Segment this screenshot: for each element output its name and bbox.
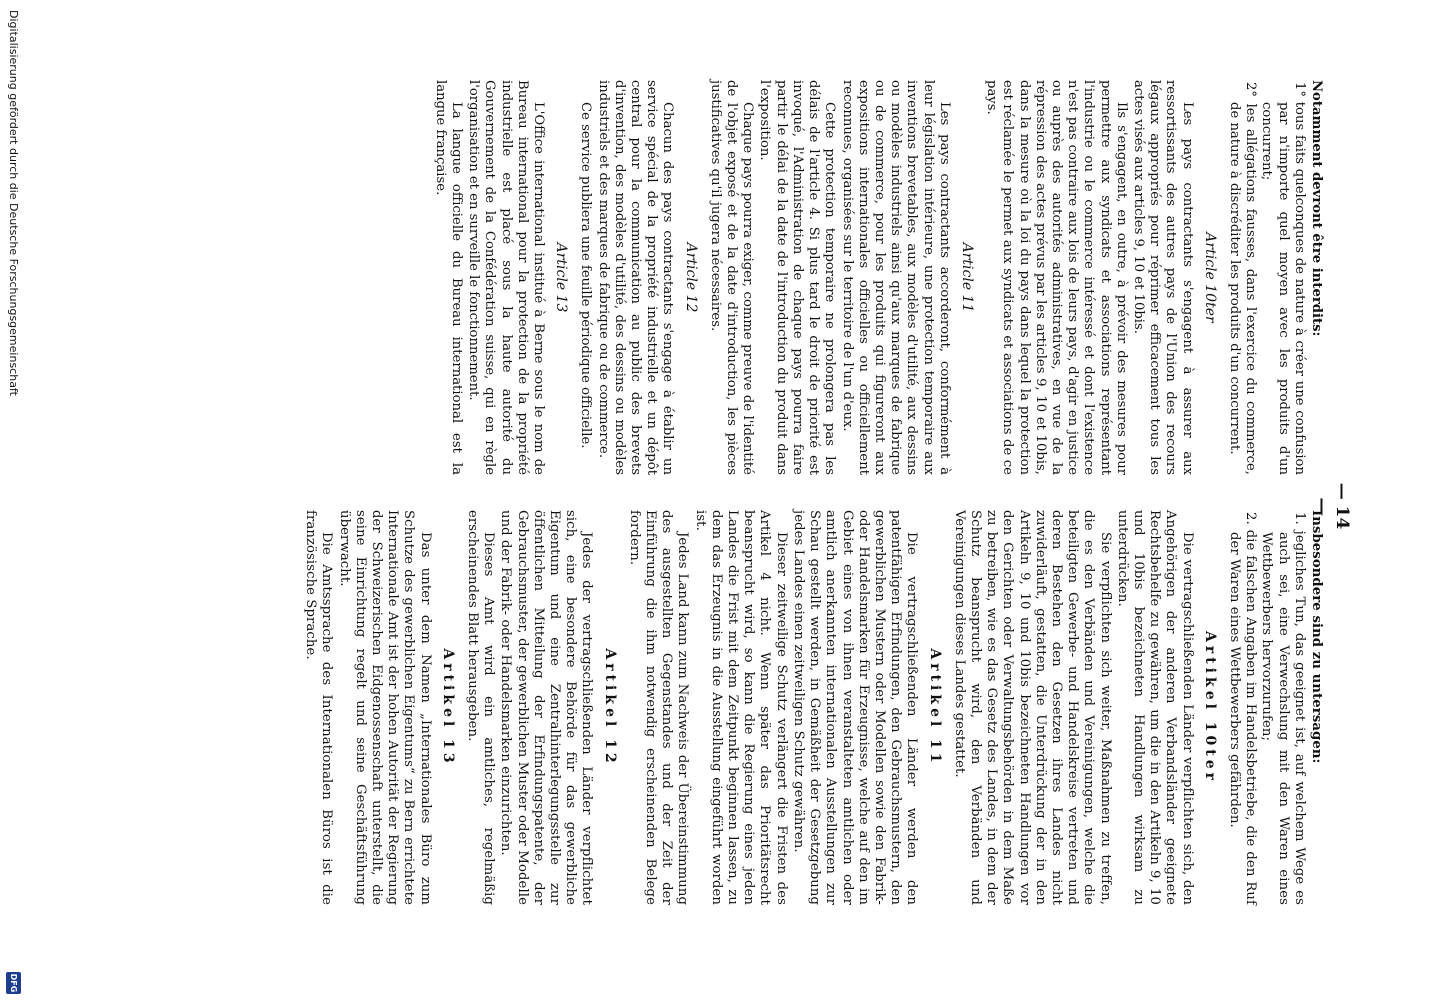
fr-article-10ter-p2: Ils s'engagent, en outre, à prévoir des mesures pour permettre aux syndicats et associations représentant l'industrie ou le commerce intéressé et dont l'existence n'est pas contraire aux lois de leurs pays, d'agir en justice ou auprès des autorités administratives, en vue de la répression des actes prévus par les articles 9, 10 et 10bis, dans la mesure où la loi du pays dans lequel la protection est réclamée le permet aux syndicats et associations de ce pays. [984, 80, 1129, 475]
fr-article-11-title: Article 11 [958, 242, 975, 313]
de-article-11-p3: Jedes Land kann zum Nachweis der Übereinstimmung des ausgestellten Gegenstandes und der Zeit der Einführung die ihm notwendig erscheinenden Belege fordern. [626, 510, 691, 905]
fr-article-13-title: Article 13 [553, 242, 570, 313]
de-article-10ter-title: Artikel 10ter [1201, 630, 1218, 785]
fr-article-12-p2: Ce service publiera une feuille périodique officielle. [578, 102, 594, 449]
fr-intro: Notamment devront être interdits: [1309, 80, 1324, 337]
fr-article-13-p2: La langue officielle du Bureau international est la langue française. [432, 80, 465, 475]
page-number: — 14 — [1312, 482, 1352, 530]
de-article-12-title: Artikel 12 [601, 648, 618, 767]
de-article-11-title: Artikel 11 [926, 648, 943, 767]
de-article-12-p1: Jedes der vertragschließenden Länder verpflichtet sich, eine besondere Behörde für das gewerbliche Eigentum und eine Zentralhinterlegungsstelle zur öffentlichen Mitteilung der Erfindungspatente, der Gebrauchsmuster, der gewerblichen Muster oder Modelle und der Fabrik- oder Handelsmarken einzurichten. [498, 510, 595, 905]
fr-article-13-p1: L'Office international institué à Berne sous le nom de Bureau international pour la protection de la propriété industrielle est placé sous la haute autorité du Gouvernement de la Confédération suisse, qui en règle l'organisation et en surveille le fonctionnement. [466, 80, 547, 475]
fr-article-11-p3: Chaque pays pourra exiger, comme preuve de l'identité de l'objet exposé et de la date d'introduction, les pièces justificatives qu'il jugera nécessaires. [707, 80, 756, 475]
de-intro: Insbesondere sind zu untersagen: [1309, 510, 1324, 764]
digitization-footer [2, 0, 24, 1000]
fr-article-10ter-title: Article 10ter [1201, 232, 1218, 323]
de-item-2: 2. die falschen Angaben im Handelsbetriebe, die den Ruf der Waren eines Wettbewerbers gefährden. [1226, 512, 1259, 905]
fr-item-1: 1° tous faits quelconques de nature à créer une confusion par n'importe quel moyen avec les produits d'un concurrent; [1259, 82, 1307, 475]
de-article-11-p1: Die vertragschließenden Länder werden den patentfähigen Erfindungen, den Gebrauchsmustern, den gewerblichen Mustern oder Modellen sowie den Fabrik- oder Handelsmarken für Erzeugnisse, welche auf den im Gebiet eines von ihnen veranstalteten amtlichen oder amtlich anerkannten internationalen Ausstellungen zur Schau gestellt werden, in Gemäßheit der Gesetzgebung jedes Landes einen zeitweiligen Schutz gewähren. [790, 510, 920, 905]
de-article-12-p2: Dieses Amt wird ein amtliches, regelmäßig erscheinendes Blatt herausgeben. [465, 510, 497, 905]
fr-article-10ter-p1: Les pays contractants s'engagent à assurer aux ressortissants des autres pays de l'Union des recours légaux appropriés pour réprimer efficacement tous les actes visés aux articles 9, 10 et 10bis. [1130, 80, 1195, 475]
german-column [301, 510, 1324, 905]
de-article-11-p2: Dieser zeitweilige Schutz verlängert die Fristen des Artikel 4 nicht. Wenn später das Prioritätsrecht beansprucht wird, so kann die Regierung eines jeden Landes die Frist mit dem Zeitpunkt beginnen lassen, zu dem das Erzeugnis in die Ausstellung eingeführt worden ist. [692, 510, 789, 905]
fr-article-11-p1: Les pays contractants accorderont, conformément à leur législation intérieure, une protection temporaire aux inventions brevetables, aux modèles d'utilité, aux dessins ou modèles industriels ainsi qu'aux marques de fabrique ou de commerce, pour les produits qui figureront aux expositions internationales officielles ou officiellement reconnues, organisées sur le territoire de l'un d'eux. [839, 80, 952, 475]
de-article-10ter-p1: Die vertragschließenden Länder verpflichten sich, den Angehörigen der anderen Verbandsländer geeignete Rechtsbehelfe zu gewähren, um die in den Artikeln 9, 10 und 10bis bezeichneten Handlungen wirksam zu unterdrücken. [1114, 510, 1195, 905]
de-article-13-p1: Das unter dem Namen „Internationales Büro zum Schutze des gewerblichen Eigentums“ zu Bern errichtete Internationale Amt ist der hohen Autorität der Regierung der Schweizerischen Eidgenossenschaft unterstellt, die seine Einrichtung regelt und seine Geschäftsführung überwacht. [336, 510, 433, 905]
fr-article-11-p2: Cette protection temporaire ne prolongera pas les délais de l'article 4. Si plus tard le droit de priorité est invoqué, l'Administration de chaque pays pourra faire partir le délai de la date de l'introduction du produit dans l'exposition. [757, 80, 838, 475]
fr-article-12-title: Article 12 [682, 242, 699, 313]
de-item-1: 1. jegliches Tun, das geeignet ist, auf welchem Wege es auch sei, eine Verwechslung mit den Waren eines Wettbewerbers hervorzurufen; [1259, 512, 1307, 905]
french-column [431, 80, 1324, 475]
de-article-10ter-p2: Sie verpflichten sich weiter, Maßnahmen zu treffen, die es den Verbänden und Vereinigungen, welche die beteiligten Gewerbe- und Handelskreise vertreten und deren Bestehen den Gesetzen ihres Landes nicht zuwiderläuft, gestatten, die Unterdrückung der in den Artikeln 9, 10 und 10bis bezeichneten Handlungen vor den Gerichten oder Verwaltungsbehörden in dem Maße zu betreiben, wie es das Gesetz des Landes, in dem der Schutz beansprucht wird, den Verbänden und Vereinigungen dieses Landes gestattet. [951, 510, 1113, 905]
de-article-13-p2: Die Amtssprache des Internationalen Büros ist die französische Sprache. [303, 510, 335, 905]
dfg-logo: DFG [6, 972, 21, 994]
fr-article-12-p1: Chacun des pays contractants s'engage à établir un service spécial de la propriété industrielle et un dépôt central pour la communication au public des brevets d'invention, des modèles d'utilité, des dessins ou modèles industriels et des marques de fabrique ou de commerce. [595, 80, 676, 475]
de-article-13-title: Artikel 13 [439, 648, 456, 767]
footer-text: Digitalisierung gefördert durch die Deutsche Forschungsgemeinschaft [7, 10, 20, 396]
fr-item-2: 2° les allégations fausses, dans l'exercice du commerce, de nature à discréditer les produits d'un concurrent. [1226, 82, 1259, 475]
